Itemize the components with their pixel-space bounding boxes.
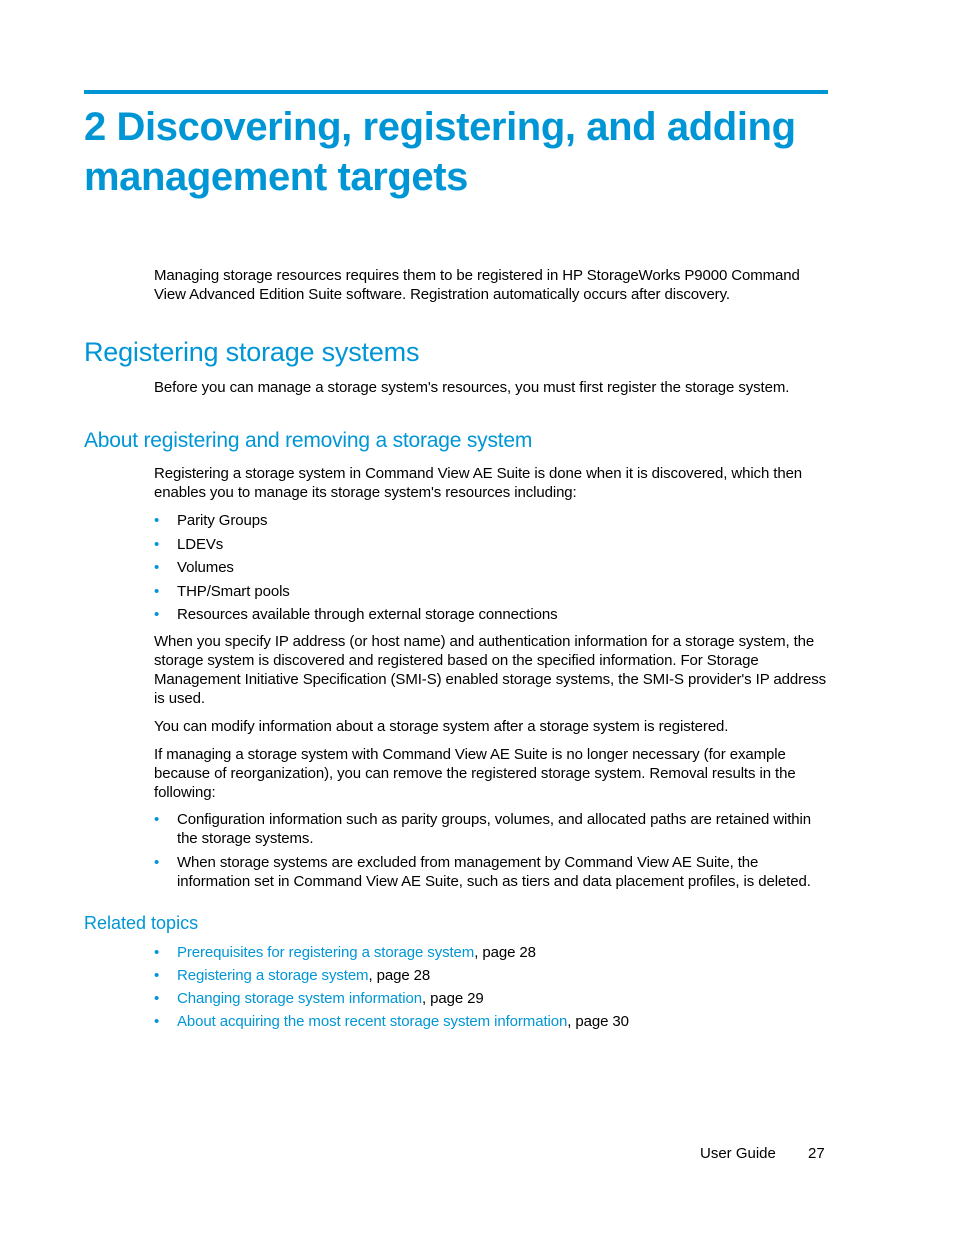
bullet-icon: • bbox=[154, 944, 160, 961]
bullet-icon: • bbox=[154, 582, 160, 600]
resources-list bbox=[154, 511, 830, 629]
section-intro: Before you can manage a storage system's resources, you must first register the storage system. bbox=[154, 379, 790, 396]
list-item: • Resources available through external storage connections bbox=[154, 606, 558, 623]
related-link-registering[interactable]: Registering a storage system bbox=[177, 967, 369, 984]
bullet-icon: • bbox=[154, 990, 160, 1007]
list-item: • Volumes bbox=[154, 559, 234, 576]
bullet-icon: • bbox=[154, 512, 160, 529]
footer-label: User Guide bbox=[700, 1145, 776, 1162]
subsection-heading: About registering and removing a storage system bbox=[84, 429, 533, 452]
bullet-icon: • bbox=[154, 559, 160, 576]
bullet-icon: • bbox=[154, 853, 160, 871]
subsection-paragraph-1: Registering a storage system in Command View AE Suite is done when it is discovered, which then enables you to manage its storage system's resources including: bbox=[154, 465, 803, 501]
related-topics-list bbox=[154, 943, 830, 1035]
list-item: • THP/Smart pools bbox=[154, 582, 290, 600]
list-item: • About acquiring the most recent storage system information, page 30 bbox=[154, 1013, 629, 1030]
subsection-paragraph-2: When you specify IP address (or host name) and authentication information for a storage system, the storage system is discovered and registered based on the specified information. For Storage Management Initiative Specification (SMI-S) enabled storage systems, the SMI-S provider's IP address is used. bbox=[154, 633, 827, 707]
related-link-prerequisites[interactable]: Prerequisites for registering a storage system bbox=[177, 944, 475, 961]
list-item: • Changing storage system information, page 29 bbox=[154, 990, 484, 1007]
list-item: • When storage systems are excluded from management by Command View AE Suite, the information set in Command View AE Suite, such as tiers and data placement profiles, is deleted. bbox=[154, 853, 811, 890]
section-heading: Registering storage systems bbox=[84, 337, 420, 367]
subsection-paragraph-3: You can modify information about a storage system after a storage system is registered. bbox=[154, 718, 729, 735]
bullet-icon: • bbox=[154, 606, 160, 623]
related-link-changing[interactable]: Changing storage system information bbox=[177, 990, 422, 1007]
chapter-rule bbox=[84, 90, 828, 94]
chapter-intro: Managing storage resources requires them to be registered in HP StorageWorks P9000 Command View Advanced Edition Suite software. Registration automatically occurs after discovery. bbox=[154, 267, 800, 303]
related-link-acquiring[interactable]: About acquiring the most recent storage system information bbox=[177, 1013, 568, 1030]
related-topics-heading: Related topics bbox=[84, 913, 199, 933]
bullet-icon: • bbox=[154, 811, 160, 828]
bullet-icon: • bbox=[154, 1013, 160, 1030]
page-number: 27 bbox=[808, 1145, 825, 1162]
bullet-icon: • bbox=[154, 535, 160, 553]
removal-results-list bbox=[154, 810, 830, 895]
chapter-title: 2 Discovering, registering, and adding management targets bbox=[84, 105, 796, 199]
bullet-icon: • bbox=[154, 967, 160, 984]
list-item: • Configuration information such as parity groups, volumes, and allocated paths are retained within the storage systems. bbox=[154, 811, 811, 847]
list-item: • Registering a storage system, page 28 bbox=[154, 967, 431, 984]
list-item: • Parity Groups bbox=[154, 512, 268, 529]
subsection-paragraph-4: If managing a storage system with Command View AE Suite is no longer necessary (for example because of reorganization), you can remove the registered storage system. Removal results in the following: bbox=[154, 746, 796, 801]
list-item: • Prerequisites for registering a storage system, page 28 bbox=[154, 944, 536, 961]
list-item: • LDEVs bbox=[154, 535, 224, 553]
page-footer bbox=[700, 1144, 825, 1163]
